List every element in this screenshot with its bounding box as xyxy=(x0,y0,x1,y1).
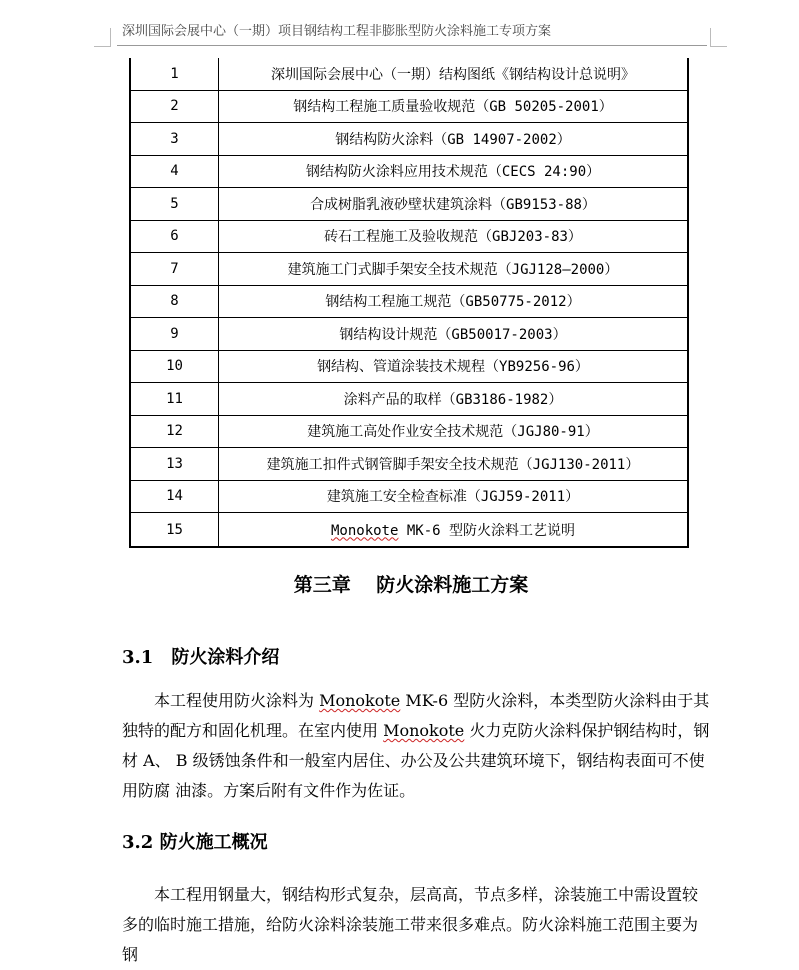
paragraph-text: 本工程用钢量大，钢结构形式复杂，层高高，节点多样，涂装施工中需设置较多的临时施工措施，给防火涂料涂装施工带来很多难点。防火涂料施工范围主要为钢 xyxy=(122,885,699,964)
standard-name: 涂料产品的取样（GB3186-1982） xyxy=(219,383,689,416)
standards-table xyxy=(129,58,689,548)
header-rule xyxy=(117,45,707,46)
standard-name: 砖石工程施工及验收规范（GBJ203-83） xyxy=(219,220,689,253)
table-row xyxy=(130,513,688,548)
table-row xyxy=(130,188,688,221)
paragraph-3-2 xyxy=(122,880,712,970)
chapter-title: 第三章 防火涂料施工方案 xyxy=(293,574,529,596)
table-row xyxy=(130,415,688,448)
table-row xyxy=(130,350,688,383)
row-number: 3 xyxy=(130,123,219,156)
row-number: 6 xyxy=(130,220,219,253)
row-number: 5 xyxy=(130,188,219,221)
paragraph-3-1 xyxy=(122,686,712,806)
margin-corner-mark-left xyxy=(94,28,111,47)
row-number: 10 xyxy=(130,350,219,383)
row-number: 2 xyxy=(130,90,219,123)
standard-name: 建筑施工扣件式钢管脚手架安全技术规范（JGJ130-2011） xyxy=(219,448,689,481)
row-number: 7 xyxy=(130,253,219,286)
row-number: 14 xyxy=(130,480,219,513)
paragraph-text: MK-6 型防火涂料，本类型防火涂料由于其独特的配方和固化机理。在室内使用 xyxy=(122,691,710,740)
row-number: 15 xyxy=(130,513,219,548)
table-row xyxy=(130,90,688,123)
row-number: 9 xyxy=(130,318,219,351)
row-number: 12 xyxy=(130,415,219,448)
table-row xyxy=(130,220,688,253)
table-row xyxy=(130,155,688,188)
table-row xyxy=(130,123,688,156)
standard-name: 钢结构防火涂料应用技术规范（CECS 24:90） xyxy=(219,155,689,188)
section-heading-3-1: 3.1 防火涂料介绍 xyxy=(122,647,280,668)
table-row xyxy=(130,448,688,481)
table-row xyxy=(130,480,688,513)
table-row xyxy=(130,58,688,90)
standard-name: 钢结构、管道涂装技术规程（YB9256-96） xyxy=(219,350,689,383)
row-number: 11 xyxy=(130,383,219,416)
row-number: 8 xyxy=(130,285,219,318)
standard-name: 建筑施工高处作业安全技术规范（JGJ80-91） xyxy=(219,415,689,448)
standard-name: 建筑施工门式脚手架安全技术规范（JGJ128—2000） xyxy=(219,253,689,286)
table-row xyxy=(130,318,688,351)
standard-name: 深圳国际会展中心（一期）结构图纸《钢结构设计总说明》 xyxy=(219,58,689,90)
table-row xyxy=(130,285,688,318)
standard-name: 合成树脂乳液砂壁状建筑涂料（GB9153-88） xyxy=(219,188,689,221)
brand-name-spellcheck: Monokote xyxy=(330,522,399,539)
row-number: 13 xyxy=(130,448,219,481)
table-row xyxy=(130,383,688,416)
section-heading-3-2: 3.2 防火施工概况 xyxy=(122,832,268,853)
margin-corner-mark-right xyxy=(710,28,727,47)
table-row xyxy=(130,253,688,286)
standard-name: 钢结构工程施工规范（GB50775-2012） xyxy=(219,285,689,318)
brand-name-spellcheck: Monokote xyxy=(319,691,401,710)
standard-name: 建筑施工安全检查标准（JGJ59-2011） xyxy=(219,480,689,513)
brand-name-spellcheck: Monokote xyxy=(383,721,465,740)
standard-name: 钢结构工程施工质量验收规范（GB 50205-2001） xyxy=(219,90,689,123)
standard-name-rest: MK-6 型防火涂料工艺说明 xyxy=(398,522,575,539)
paragraph-text: 本工程使用防火涂料为 xyxy=(154,691,320,710)
standard-name xyxy=(219,513,689,548)
row-number: 1 xyxy=(130,58,219,90)
running-header: 深圳国际会展中心（一期）项目钢结构工程非膨胀型防火涂料施工专项方案 xyxy=(122,24,552,39)
standard-name: 钢结构设计规范（GB50017-2003） xyxy=(219,318,689,351)
paragraph-text: 火力克防火涂料保护钢结构时，钢材 A、 B 级锈蚀条件和一般室内居住、办公及公共建筑环境下，钢结构表面可不使用防腐 油漆。方案后附有文件作为佐证。 xyxy=(122,721,710,800)
row-number: 4 xyxy=(130,155,219,188)
standard-name: 钢结构防火涂料（GB 14907-2002） xyxy=(219,123,689,156)
